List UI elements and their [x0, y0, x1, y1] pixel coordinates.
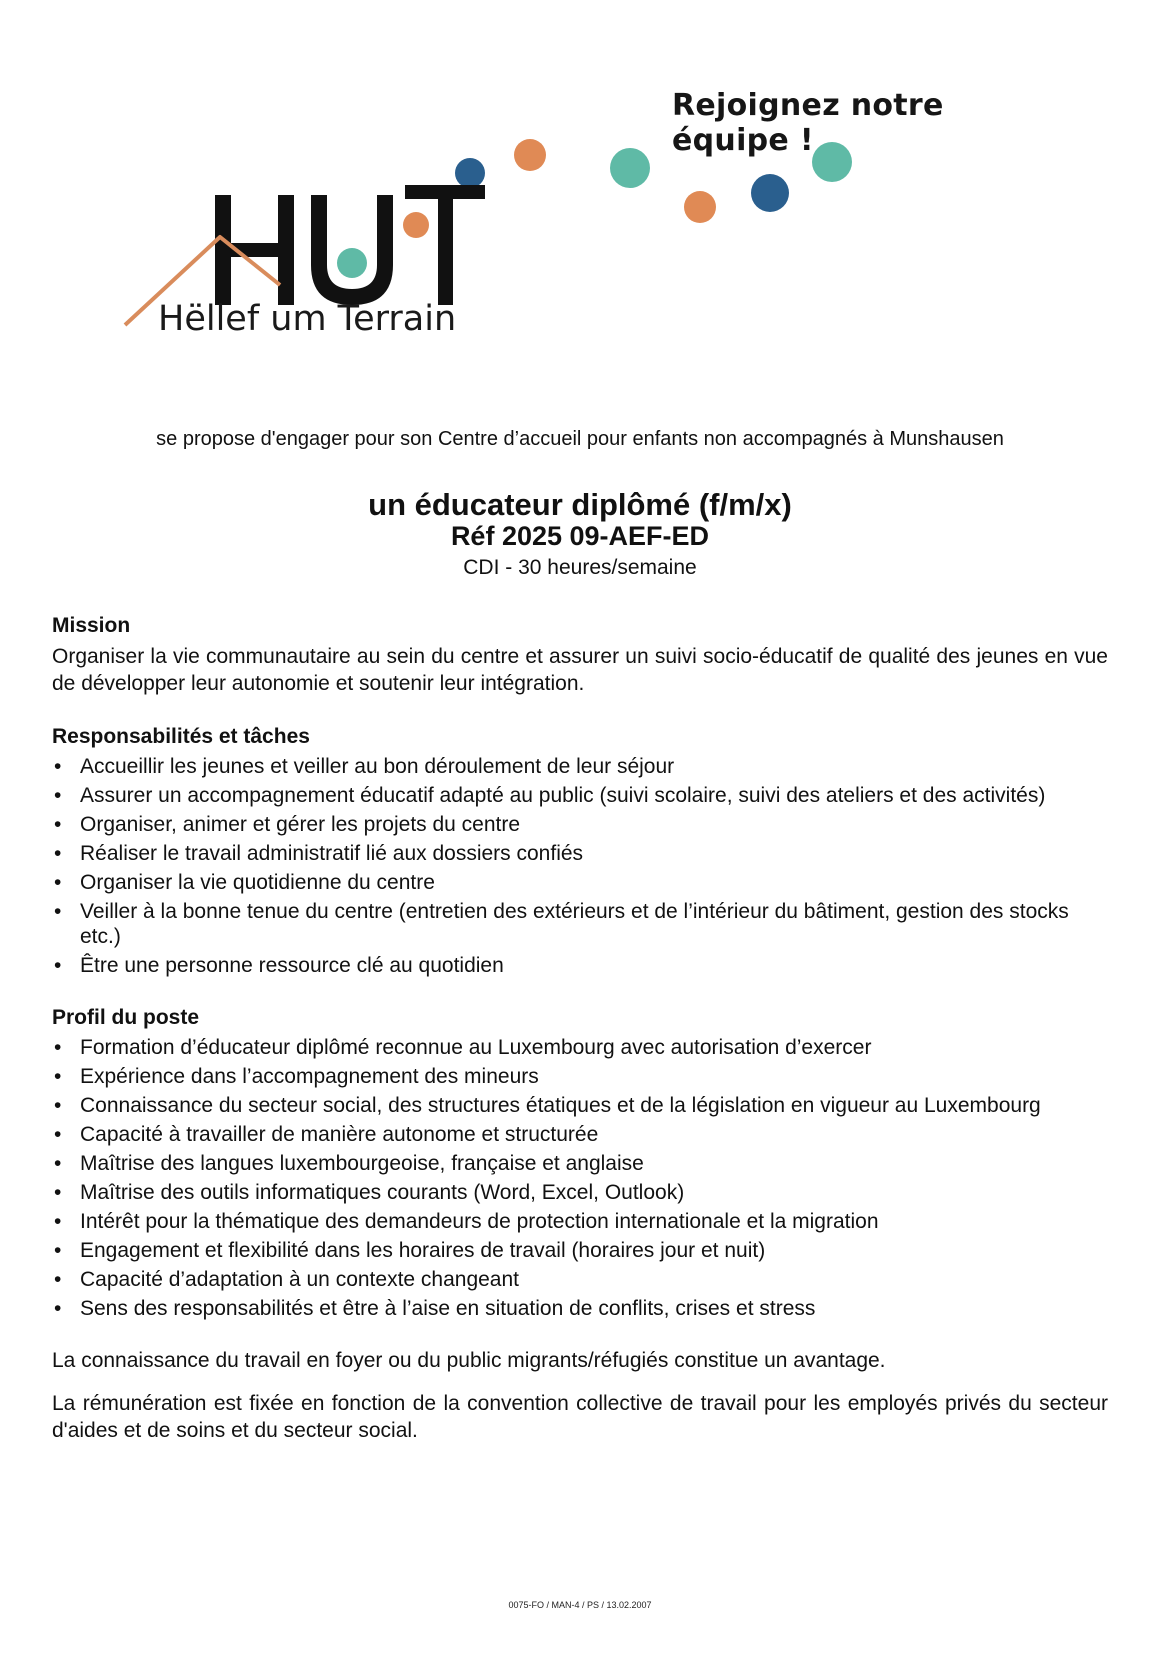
- list-item-text: Expérience dans l’accompagnement des mineurs: [80, 1065, 539, 1088]
- intro-text: se propose d'engager pour son Centre d’accueil pour enfants non accompagnés à Munshausen: [156, 428, 1004, 450]
- logo-dot: [455, 158, 485, 188]
- job-description: [52, 612, 1108, 1460]
- list-item: • Organiser, animer et gérer les projets du centre: [54, 813, 521, 836]
- list-item-text: Sens des responsabilités et être à l’aise en situation de conflits, crises et stress: [80, 1297, 816, 1320]
- list-item: • Assurer un accompagnement éducatif adapté au public (suivi scolaire, suivi des ateliers et des activités): [54, 784, 1046, 807]
- responsibilities-list: [52, 754, 1108, 978]
- logo-dot: [812, 142, 852, 182]
- logo-dot: [684, 191, 716, 223]
- list-item-text: Réaliser le travail administratif lié aux dossiers confiés: [80, 842, 584, 865]
- tagline: Rejoignez notre équipe !: [672, 88, 944, 158]
- list-item: • Capacité d’adaptation à un contexte changeant: [54, 1268, 520, 1291]
- list-item-text: Organiser la vie quotidienne du centre: [80, 871, 435, 894]
- list-item-text: Intérêt pour la thématique des demandeurs de protection internationale et la migration: [80, 1210, 879, 1233]
- list-item: • Capacité à travailler de manière autonome et structurée: [54, 1123, 599, 1146]
- list-item: • Intérêt pour la thématique des demandeurs de protection internationale et la migration: [54, 1210, 879, 1233]
- list-item-text: Capacité à travailler de manière autonome et structurée: [80, 1123, 599, 1146]
- mission-section: [52, 612, 1108, 697]
- list-item: • Réaliser le travail administratif lié aux dossiers confiés: [54, 842, 584, 865]
- list-item: • Engagement et flexibilité dans les horaires de travail (horaires jour et nuit): [54, 1239, 766, 1262]
- advantage-text: La connaissance du travail en foyer ou du public migrants/réfugiés constitue un avantage.: [52, 1349, 886, 1372]
- list-item: • Être une personne ressource clé au quotidien: [54, 954, 504, 977]
- list-item-text: Connaissance du secteur social, des structures étatiques et de la législation en vigueur au Luxembourg: [80, 1094, 1041, 1117]
- responsibilities-heading: Responsabilités et tâches: [52, 725, 310, 748]
- profile-list: [52, 1035, 1108, 1321]
- list-item-text: Capacité d’adaptation à un contexte changeant: [80, 1268, 520, 1291]
- list-item: • Maîtrise des langues luxembourgeoise, française et anglaise: [54, 1152, 644, 1175]
- list-item: • Veiller à la bonne tenue du centre (entretien des extérieurs et de l’intérieur du bâtiment, gestion des stocks etc.): [54, 900, 1069, 948]
- list-item-text: Organiser, animer et gérer les projets du centre: [80, 813, 521, 836]
- list-item: • Expérience dans l’accompagnement des mineurs: [54, 1065, 539, 1088]
- job-reference: Réf 2025 09-AEF-ED: [450, 521, 710, 551]
- list-item: • Connaissance du secteur social, des structures étatiques et de la législation en vigueur au Luxembourg: [54, 1094, 1041, 1117]
- list-item: • Formation d’éducateur diplômé reconnue au Luxembourg avec autorisation d’exercer: [54, 1036, 872, 1059]
- list-item-text: Accueillir les jeunes et veiller au bon déroulement de leur séjour: [80, 755, 675, 778]
- logo-dot: [751, 174, 789, 212]
- profile-section: [52, 1004, 1108, 1321]
- profile-heading: Profil du poste: [52, 1006, 199, 1029]
- mission-text: Organiser la vie communautaire au sein du centre et assurer un suivi socio-éducatif de qualité des jeunes en vue de développer leur autonomie et soutenir leur intégration.: [52, 645, 1108, 695]
- list-item: • Organiser la vie quotidienne du centre: [54, 871, 435, 894]
- job-title: un éducateur diplômé (f/m/x): [368, 487, 792, 522]
- salary-text: La rémunération est fixée en fonction de la convention collective de travail pour les employés privés du secteur d'aides et de soins et du secteur social.: [52, 1392, 1108, 1442]
- logo-text: Hëllef um Terrain: [158, 299, 457, 339]
- list-item-text: Maîtrise des langues luxembourgeoise, française et anglaise: [80, 1152, 644, 1175]
- list-item-text: Formation d’éducateur diplômé reconnue au Luxembourg avec autorisation d’exercer: [80, 1036, 872, 1059]
- footer-code: 0075-FO / MAN-4 / PS / 13.02.2007: [508, 1600, 652, 1610]
- list-item-text: Maîtrise des outils informatiques courants (Word, Excel, Outlook): [80, 1181, 685, 1204]
- list-item: • Sens des responsabilités et être à l’aise en situation de conflits, crises et stress: [54, 1297, 816, 1320]
- logo-dot: [337, 248, 367, 278]
- responsibilities-section: [52, 723, 1108, 978]
- list-item-text: Être une personne ressource clé au quotidien: [80, 954, 504, 977]
- mission-heading: Mission: [52, 614, 131, 637]
- hut-logo: [120, 125, 880, 375]
- logo-dot: [610, 148, 650, 188]
- list-item: • Maîtrise des outils informatiques courants (Word, Excel, Outlook): [54, 1181, 685, 1204]
- list-item-text: Engagement et flexibilité dans les horaires de travail (horaires jour et nuit): [80, 1239, 766, 1262]
- logo-dot: [403, 212, 429, 238]
- list-item-text: Veiller à la bonne tenue du centre (entretien des extérieurs et de l’intérieur du bâtiment, gestion des stocks etc.): [80, 900, 1069, 948]
- job-contract: CDI - 30 heures/semaine: [463, 556, 697, 579]
- list-item-text: Assurer un accompagnement éducatif adapté au public (suivi scolaire, suivi des ateliers et des activités): [80, 784, 1046, 807]
- logo-dot: [514, 139, 546, 171]
- list-item: • Accueillir les jeunes et veiller au bon déroulement de leur séjour: [54, 755, 675, 778]
